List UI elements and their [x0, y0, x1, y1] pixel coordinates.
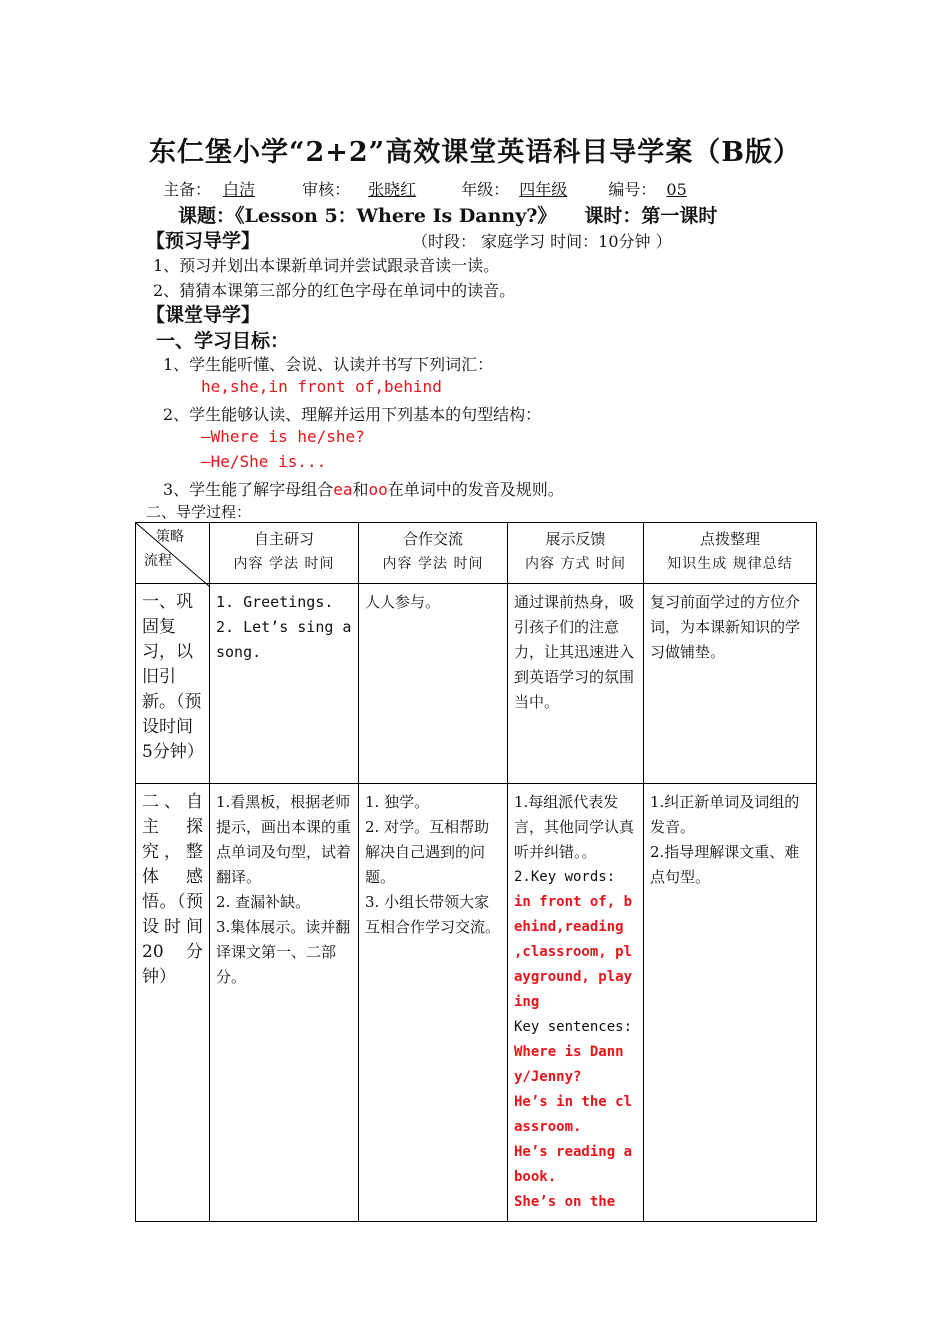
preview-item-1: 1、预习并划出本课新单词并尝试跟录音读一读。	[153, 256, 500, 275]
row2-coop-item-2: 2. 对学。互相帮助解决自己遇到的问题。	[365, 818, 490, 886]
lesson-line	[178, 201, 717, 228]
process-heading: 二、导学过程：	[146, 503, 252, 521]
row2-key-sentences-label: Key sentences:	[514, 1019, 633, 1035]
row2-self-item-2: 2. 查漏补缺。	[216, 893, 311, 911]
preview-heading: 【预习导学】	[146, 230, 261, 252]
row2-coop-item-1: 1. 独学。	[365, 793, 430, 811]
row2-show-intro: 1.每组派代表发言，其他同学认真听并纠错。。	[514, 793, 635, 861]
row2-keywords-label: 2.Key words:	[514, 869, 616, 885]
preview-info: （时段： 家庭学习 时间：10分钟 ）	[412, 232, 672, 251]
reviewer-label: 审核：	[302, 180, 351, 199]
row2-show	[508, 784, 644, 1222]
row1-coop: 人人参与。	[359, 584, 508, 784]
row2-self	[210, 784, 359, 1222]
row2-coop-item-3: 3. 小组长带领大家互相合作学习交流。	[365, 893, 501, 936]
row1-stage: 一、巩固复习，以旧引新。（预设时间5分钟）	[136, 584, 210, 784]
goal-2: 2、学生能够认读、理解并运用下列基本的句型结构：	[163, 405, 542, 424]
row2-guide-item-2: 2.指导理解课文重、难点句型。	[650, 843, 800, 886]
row1-guide: 复习前面学过的方位介词，为本课新知识的学习做铺垫。	[644, 584, 817, 784]
goal-3-and: 和	[352, 480, 369, 499]
classroom-heading: 【课堂导学】	[146, 304, 261, 326]
header-feedback	[508, 523, 644, 584]
header-feedback-sub: 内容 方式 时间	[525, 556, 626, 572]
row2-key-sentence-4: She’s on the	[514, 1194, 616, 1210]
row2-stage: 二、自主探究，整体感悟。（预设时间20分钟）	[136, 784, 210, 1222]
goal-2-sentence-1: —Where is he/she?	[201, 427, 365, 446]
header-self-study	[210, 523, 359, 584]
goal-1-words: he,she,in front of,behind	[201, 377, 442, 396]
goal-3-ea: ea	[333, 480, 353, 499]
meta-line	[163, 177, 699, 200]
corner-top: 策略	[156, 529, 184, 545]
header-self-study-main: 自主研习	[253, 530, 314, 548]
row2-self-item-3: 3.集体展示。读并翻译课文第一、二部分。	[216, 918, 351, 986]
grade-label: 年级：	[461, 180, 510, 199]
goal-3	[163, 477, 564, 500]
row2-guide-item-1: 1.纠正新单词及词组的发音。	[650, 793, 800, 836]
page-title: 东仁堡小学“2+2”高效课堂英语科目导学案（B版）	[148, 137, 802, 168]
grade-value: 四年级	[519, 180, 568, 199]
number-label: 编号：	[608, 180, 657, 199]
header-feedback-main: 展示反馈	[545, 530, 606, 548]
goal-3-text-a: 3、学生能了解字母组合	[163, 480, 334, 499]
corner-cell	[136, 523, 210, 584]
row1-show: 通过课前热身，吸引孩子们的注意力，让其迅速进入到英语学习的氛围当中。	[508, 584, 644, 784]
corner-bottom: 流程	[144, 553, 172, 569]
header-guidance-sub: 知识生成 规律总结	[667, 556, 793, 572]
row2-coop	[359, 784, 508, 1222]
row1-self-item-1: 1. Greetings.	[216, 593, 334, 611]
lesson-topic: 课题：《Lesson 5：Where Is Danny?》	[178, 205, 557, 227]
row2-self-item-1: 1.看黑板，根据老师提示，画出本课的重点单词及句型，试着翻译。	[216, 793, 352, 886]
table-row	[136, 584, 817, 784]
table-header-row	[136, 523, 817, 584]
goal-3-text-b: 在单词中的发音及规则。	[387, 480, 564, 499]
lesson-period: 课时：第一课时	[584, 205, 718, 227]
goal-2-sentence-2: —He/She is...	[201, 452, 327, 471]
row2-key-sentence-2: He’s in the classroom.	[514, 1094, 633, 1135]
header-self-study-sub: 内容 学法 时间	[233, 556, 335, 572]
goal-1: 1、学生能听懂、会说、认读并书写下列词汇：	[163, 355, 494, 374]
host-value: 白洁	[223, 180, 256, 199]
header-cooperation	[359, 523, 508, 584]
reviewer-value: 张晓红	[368, 180, 417, 199]
preview-item-2: 2、猜猜本课第三部分的红色字母在单词中的读音。	[153, 281, 516, 300]
number-value: 05	[666, 180, 687, 199]
header-cooperation-main: 合作交流	[402, 530, 463, 548]
goal-3-oo: oo	[368, 480, 388, 499]
row2-key-sentence-3: He’s reading a book.	[514, 1144, 633, 1185]
row1-self	[210, 584, 359, 784]
row1-self-item-2: 2. Let’s sing a song.	[216, 618, 352, 661]
row2-guide	[644, 784, 817, 1222]
guide-table	[135, 522, 817, 1222]
header-guidance	[644, 523, 817, 584]
header-cooperation-sub: 内容 学法 时间	[382, 556, 484, 572]
goals-heading: 一、学习目标：	[156, 330, 290, 352]
header-guidance-main: 点拨整理	[699, 530, 760, 548]
row2-keywords: in front of, behind,reading ,classroom, playground, playing	[514, 894, 633, 1010]
row2-key-sentence-1: Where is Danny/Jenny?	[514, 1044, 624, 1085]
host-label: 主备：	[163, 180, 212, 199]
table-row	[136, 784, 817, 1222]
